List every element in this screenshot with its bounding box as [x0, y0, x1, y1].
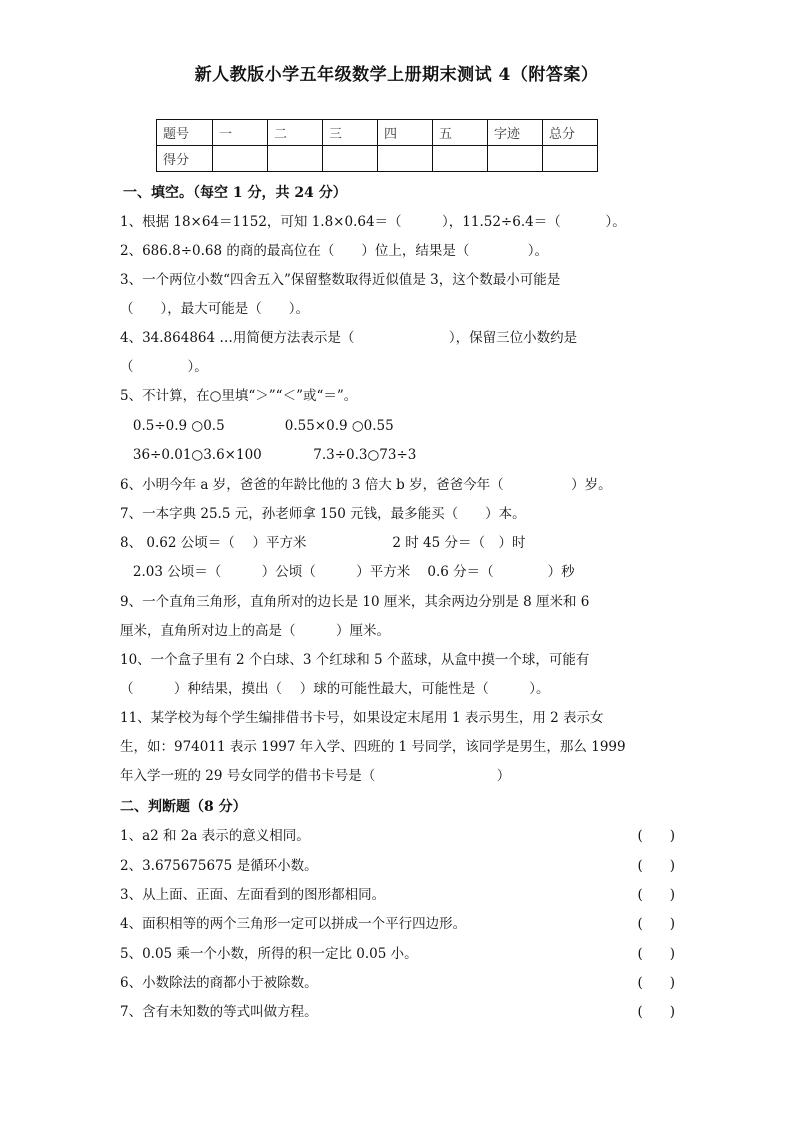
- table-cell: 一: [213, 120, 268, 146]
- table-cell: 四: [378, 120, 433, 146]
- question-line: 年入学一班的 29 号女同学的借书卡号是（ ）: [120, 768, 511, 784]
- question-line: 厘米，直角所对边上的高是（ ）厘米。: [120, 623, 390, 639]
- question-line: 1、根据 18×64＝1152，可知 1.8×0.64＝（ ），11.52÷6.4＝（ ）。: [120, 214, 626, 230]
- judgment-item: [120, 973, 675, 993]
- question-line: 11、某学校为每个学生编排借书卡号，如果设定末尾用 1 表示男生，用 2 表示女: [120, 710, 604, 726]
- judgment-text: 1、a2 和 2a 表示的意义相同。: [120, 828, 310, 844]
- score-table-score-row: [157, 146, 598, 172]
- question-line: 7、一本字典 25.5 元，孙老师拿 150 元钱，最多能买（ ）本。: [120, 506, 526, 522]
- table-cell: 五: [433, 120, 488, 146]
- score-cell: [543, 146, 598, 172]
- judgment-text: 7、含有未知数的等式叫做方程。: [120, 1004, 318, 1020]
- question-line: 4、34.864864 …用简便方法表示是（ ），保留三位小数约是: [120, 330, 578, 346]
- question-line: 8、 0.62 公顷＝（ ）平方米 2 时 45 分＝（ ）时: [120, 535, 526, 551]
- judgment-text: 4、面积相等的两个三角形一定可以拼成一个平行四边形。: [120, 916, 467, 932]
- answer-blank[interactable]: ( ): [637, 946, 675, 962]
- table-cell: 得分: [157, 146, 213, 172]
- score-cell: [323, 146, 378, 172]
- question-line: 2、686.8÷0.68 的商的最高位在（ ）位上，结果是（ ）。: [120, 243, 548, 259]
- score-cell: [488, 146, 543, 172]
- table-cell: 三: [323, 120, 378, 146]
- section-heading: 一、填空。（每空 1 分，共 24 分）: [123, 185, 347, 201]
- answer-blank[interactable]: ( ): [637, 1004, 675, 1020]
- score-cell: [378, 146, 433, 172]
- table-cell: 总分: [543, 120, 598, 146]
- question-line: （ ）种结果，摸出（ ）球的可能性最大，可能性是（ ）。: [120, 681, 550, 697]
- question-line: 6、小明今年 a 岁，爸爸的年龄比他的 3 倍大 b 岁，爸爸今年（ ）岁。: [120, 477, 612, 493]
- score-cell: [213, 146, 268, 172]
- question-line: 0.5÷0.9 ○0.5 0.55×0.9 ○0.55: [120, 418, 394, 434]
- page-title: 新人教版小学五年级数学上册期末测试 4（附答案）: [194, 65, 599, 85]
- table-cell: 二: [268, 120, 323, 146]
- question-line: 9、一个直角三角形，直角所对的边长是 10 厘米，其余两边分别是 8 厘米和 6: [120, 594, 590, 610]
- judgment-text: 5、0.05 乘一个小数，所得的积一定比 0.05 小。: [120, 946, 418, 962]
- judgment-item: [120, 856, 675, 876]
- section-heading: 二、判断题（8 分）: [120, 799, 247, 815]
- question-line: （ ）。: [120, 359, 208, 375]
- question-line: 2.03 公顷＝（ ）公顷（ ）平方米 0.6 分＝（ ）秒: [120, 564, 575, 580]
- question-line: （ ），最大可能是（ ）。: [120, 301, 309, 317]
- question-line: 3、一个两位小数“四舍五入”保留整数取得近似值是 3，这个数最小可能是: [120, 272, 561, 288]
- question-line: 36÷0.01○3.6×100 7.3÷0.3○73÷3: [120, 447, 417, 463]
- question-line: 5、不计算，在○里填“＞”“＜”或“＝”。: [120, 388, 358, 404]
- question-line: 10、一个盒子里有 2 个白球、3 个红球和 5 个蓝球，从盒中摸一个球，可能有: [120, 652, 590, 668]
- score-table: [156, 119, 598, 172]
- judgment-item: [120, 1002, 675, 1022]
- judgment-item: [120, 826, 675, 846]
- score-table-header-row: [157, 120, 598, 146]
- table-cell: 题号: [157, 120, 213, 146]
- judgment-text: 6、小数除法的商都小于被除数。: [120, 975, 318, 991]
- answer-blank[interactable]: ( ): [637, 887, 675, 903]
- answer-blank[interactable]: ( ): [637, 828, 675, 844]
- judgment-text: 2、3.675675675 是循环小数。: [120, 858, 318, 874]
- answer-blank[interactable]: ( ): [637, 916, 675, 932]
- judgment-text: 3、从上面、正面、左面看到的图形都相同。: [120, 887, 386, 903]
- judgment-item: [120, 944, 675, 964]
- judgment-item: [120, 885, 675, 905]
- table-cell: 字迹: [488, 120, 543, 146]
- answer-blank[interactable]: ( ): [637, 858, 675, 874]
- answer-blank[interactable]: ( ): [637, 975, 675, 991]
- judgment-item: [120, 914, 675, 934]
- question-line: 生，如：974011 表示 1997 年入学、四班的 1 号同学，该同学是男生，那么 1999: [120, 739, 626, 755]
- score-cell: [433, 146, 488, 172]
- score-cell: [268, 146, 323, 172]
